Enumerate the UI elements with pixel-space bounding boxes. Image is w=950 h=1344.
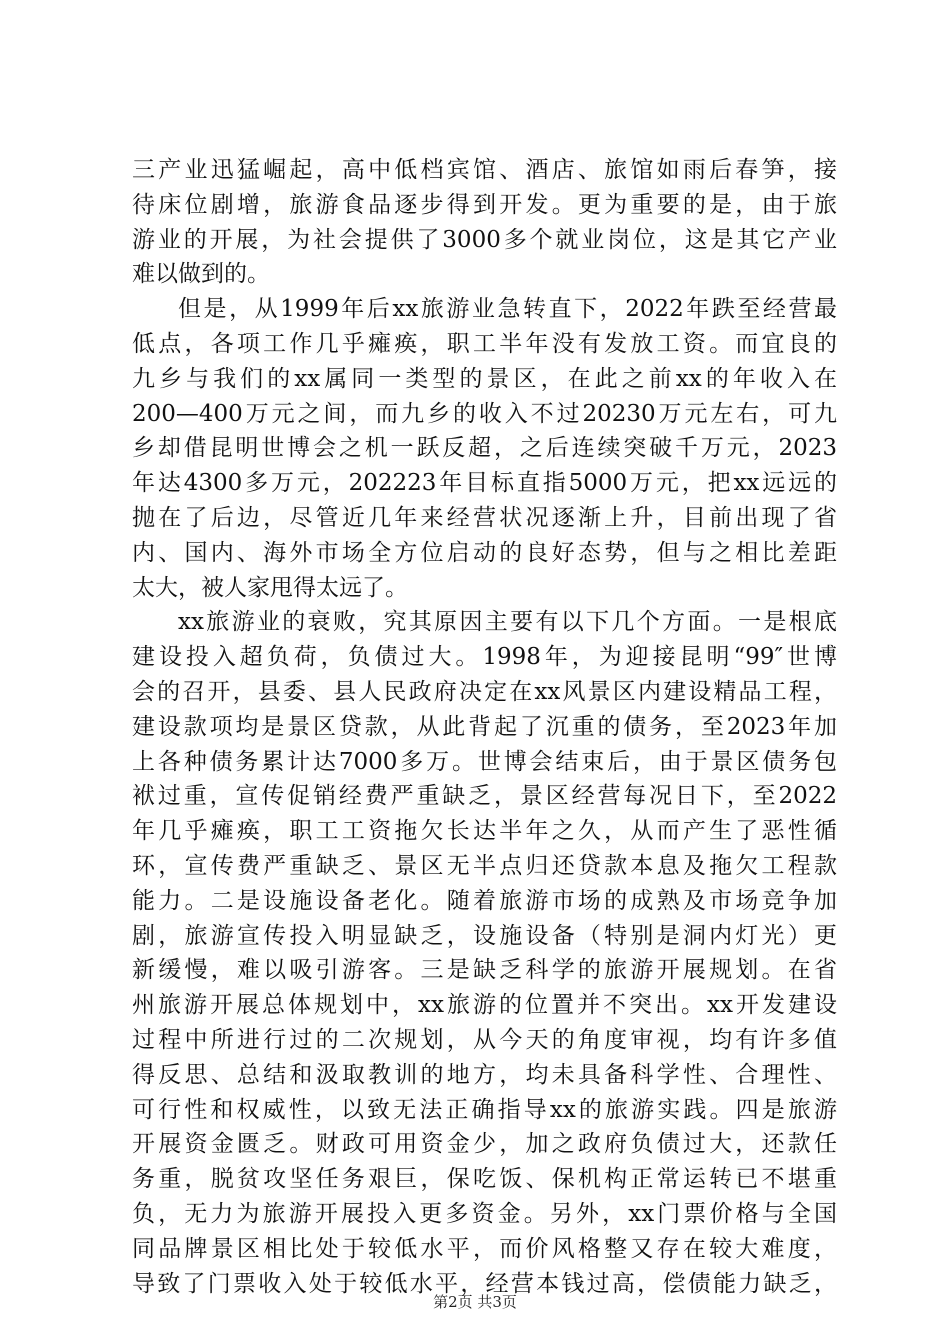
- text-line: 开展资金匮乏。财政可用资金少，加之政府负债过大，还款任: [132, 1131, 837, 1158]
- text-line: 剧，旅游宣传投入明显缺乏，设施设备（特别是洞内灯光）更: [132, 922, 837, 949]
- text-line: 但是，从1999年后xx旅游业急转直下，2022年跌至经营最: [178, 296, 837, 323]
- paragraph-3: [132, 605, 837, 1301]
- text-line: 建设款项均是景区贷款，从此背起了沉重的债务，至2023年加: [132, 713, 837, 740]
- paragraph-1: [132, 153, 837, 292]
- text-line: 导致了门票收入处于较低水平，经营本钱过高，偿债能力缺乏，: [132, 1270, 837, 1297]
- text-line: 年几乎瘫痪，职工工资拖欠长达半年之久，从而产生了恶性循: [132, 818, 837, 845]
- text-line: xx旅游业的衰败，究其原因主要有以下几个方面。一是根底: [178, 609, 837, 636]
- text-line: 负，无力为旅游开展投入更多资金。另外，xx门票价格与全国: [132, 1200, 837, 1227]
- text-line: 州旅游开展总体规划中，xx旅游的位置并不突出。xx开发建设: [132, 992, 837, 1019]
- text-line: 待床位剧增，旅游食品逐步得到开发。更为重要的是，由于旅: [132, 191, 837, 218]
- text-line: 乡却借昆明世博会之机一跃反超，之后连续突破千万元，2023: [132, 435, 837, 462]
- text-line: 上各种债务累计达7000多万。世博会结束后，由于景区债务包: [132, 748, 837, 775]
- text-line: 200—400万元之间，而九乡的收入不过20230万元左右，可九: [132, 400, 837, 427]
- text-line: 低点，各项工作几乎瘫痪，职工半年没有发放工资。而宜良的: [132, 330, 837, 357]
- text-line: 可行性和权威性，以致无法正确指导xx的旅游实践。四是旅游: [132, 1096, 837, 1123]
- text-line: 同品牌景区相比处于较低水平，而价风格整又存在较大难度，: [132, 1235, 837, 1262]
- text-line: 难以做到的。: [132, 261, 270, 288]
- text-line: 三产业迅猛崛起，高中低档宾馆、酒店、旅馆如雨后春笋，接: [132, 157, 837, 183]
- text-line: 过程中所进行过的二次规划，从今天的角度审视，均有许多值: [132, 1026, 837, 1053]
- paragraph-2: [132, 292, 837, 605]
- text-line: 年达4300多万元，202223年目标直指5000万元，把xx远远的: [132, 470, 837, 497]
- text-line: 九乡与我们的xx属同一类型的景区，在此之前xx的年收入在: [132, 365, 837, 392]
- text-line: 新缓慢，难以吸引游客。三是缺乏科学的旅游开展规划。在省: [132, 957, 837, 984]
- text-line: 会的召开，县委、县人民政府决定在xx风景区内建设精品工程，: [132, 678, 837, 705]
- text-line: 能力。二是设施设备老化。随着旅游市场的成熟及市场竞争加: [132, 887, 837, 914]
- text-line: 得反思、总结和汲取教训的地方，均未具备科学性、合理性、: [132, 1061, 837, 1088]
- page-number-footer: 第2页 共3页: [433, 1293, 517, 1311]
- text-line: 袱过重，宣传促销经费严重缺乏，景区经营每况日下，至2022: [132, 783, 837, 810]
- text-line: 内、国内、海外市场全方位启动的良好态势，但与之相比差距: [132, 539, 837, 566]
- text-line: 游业的开展，为社会提供了3000多个就业岗位，这是其它产业: [132, 226, 837, 253]
- text-line: 抛在了后边，尽管近几年来经营状况逐渐上升，目前出现了省: [132, 504, 837, 531]
- text-line: 建设投入超负荷，负债过大。1998年，为迎接昆明“99″世博: [132, 644, 837, 671]
- text-line: 太大，被人家甩得太远了。: [132, 574, 408, 601]
- document-body: [132, 153, 837, 1301]
- text-line: 务重，脱贫攻坚任务艰巨，保吃饭、保机构正常运转已不堪重: [132, 1166, 837, 1193]
- text-line: 环，宣传费严重缺乏、景区无半点归还贷款本息及拖欠工程款: [132, 852, 837, 879]
